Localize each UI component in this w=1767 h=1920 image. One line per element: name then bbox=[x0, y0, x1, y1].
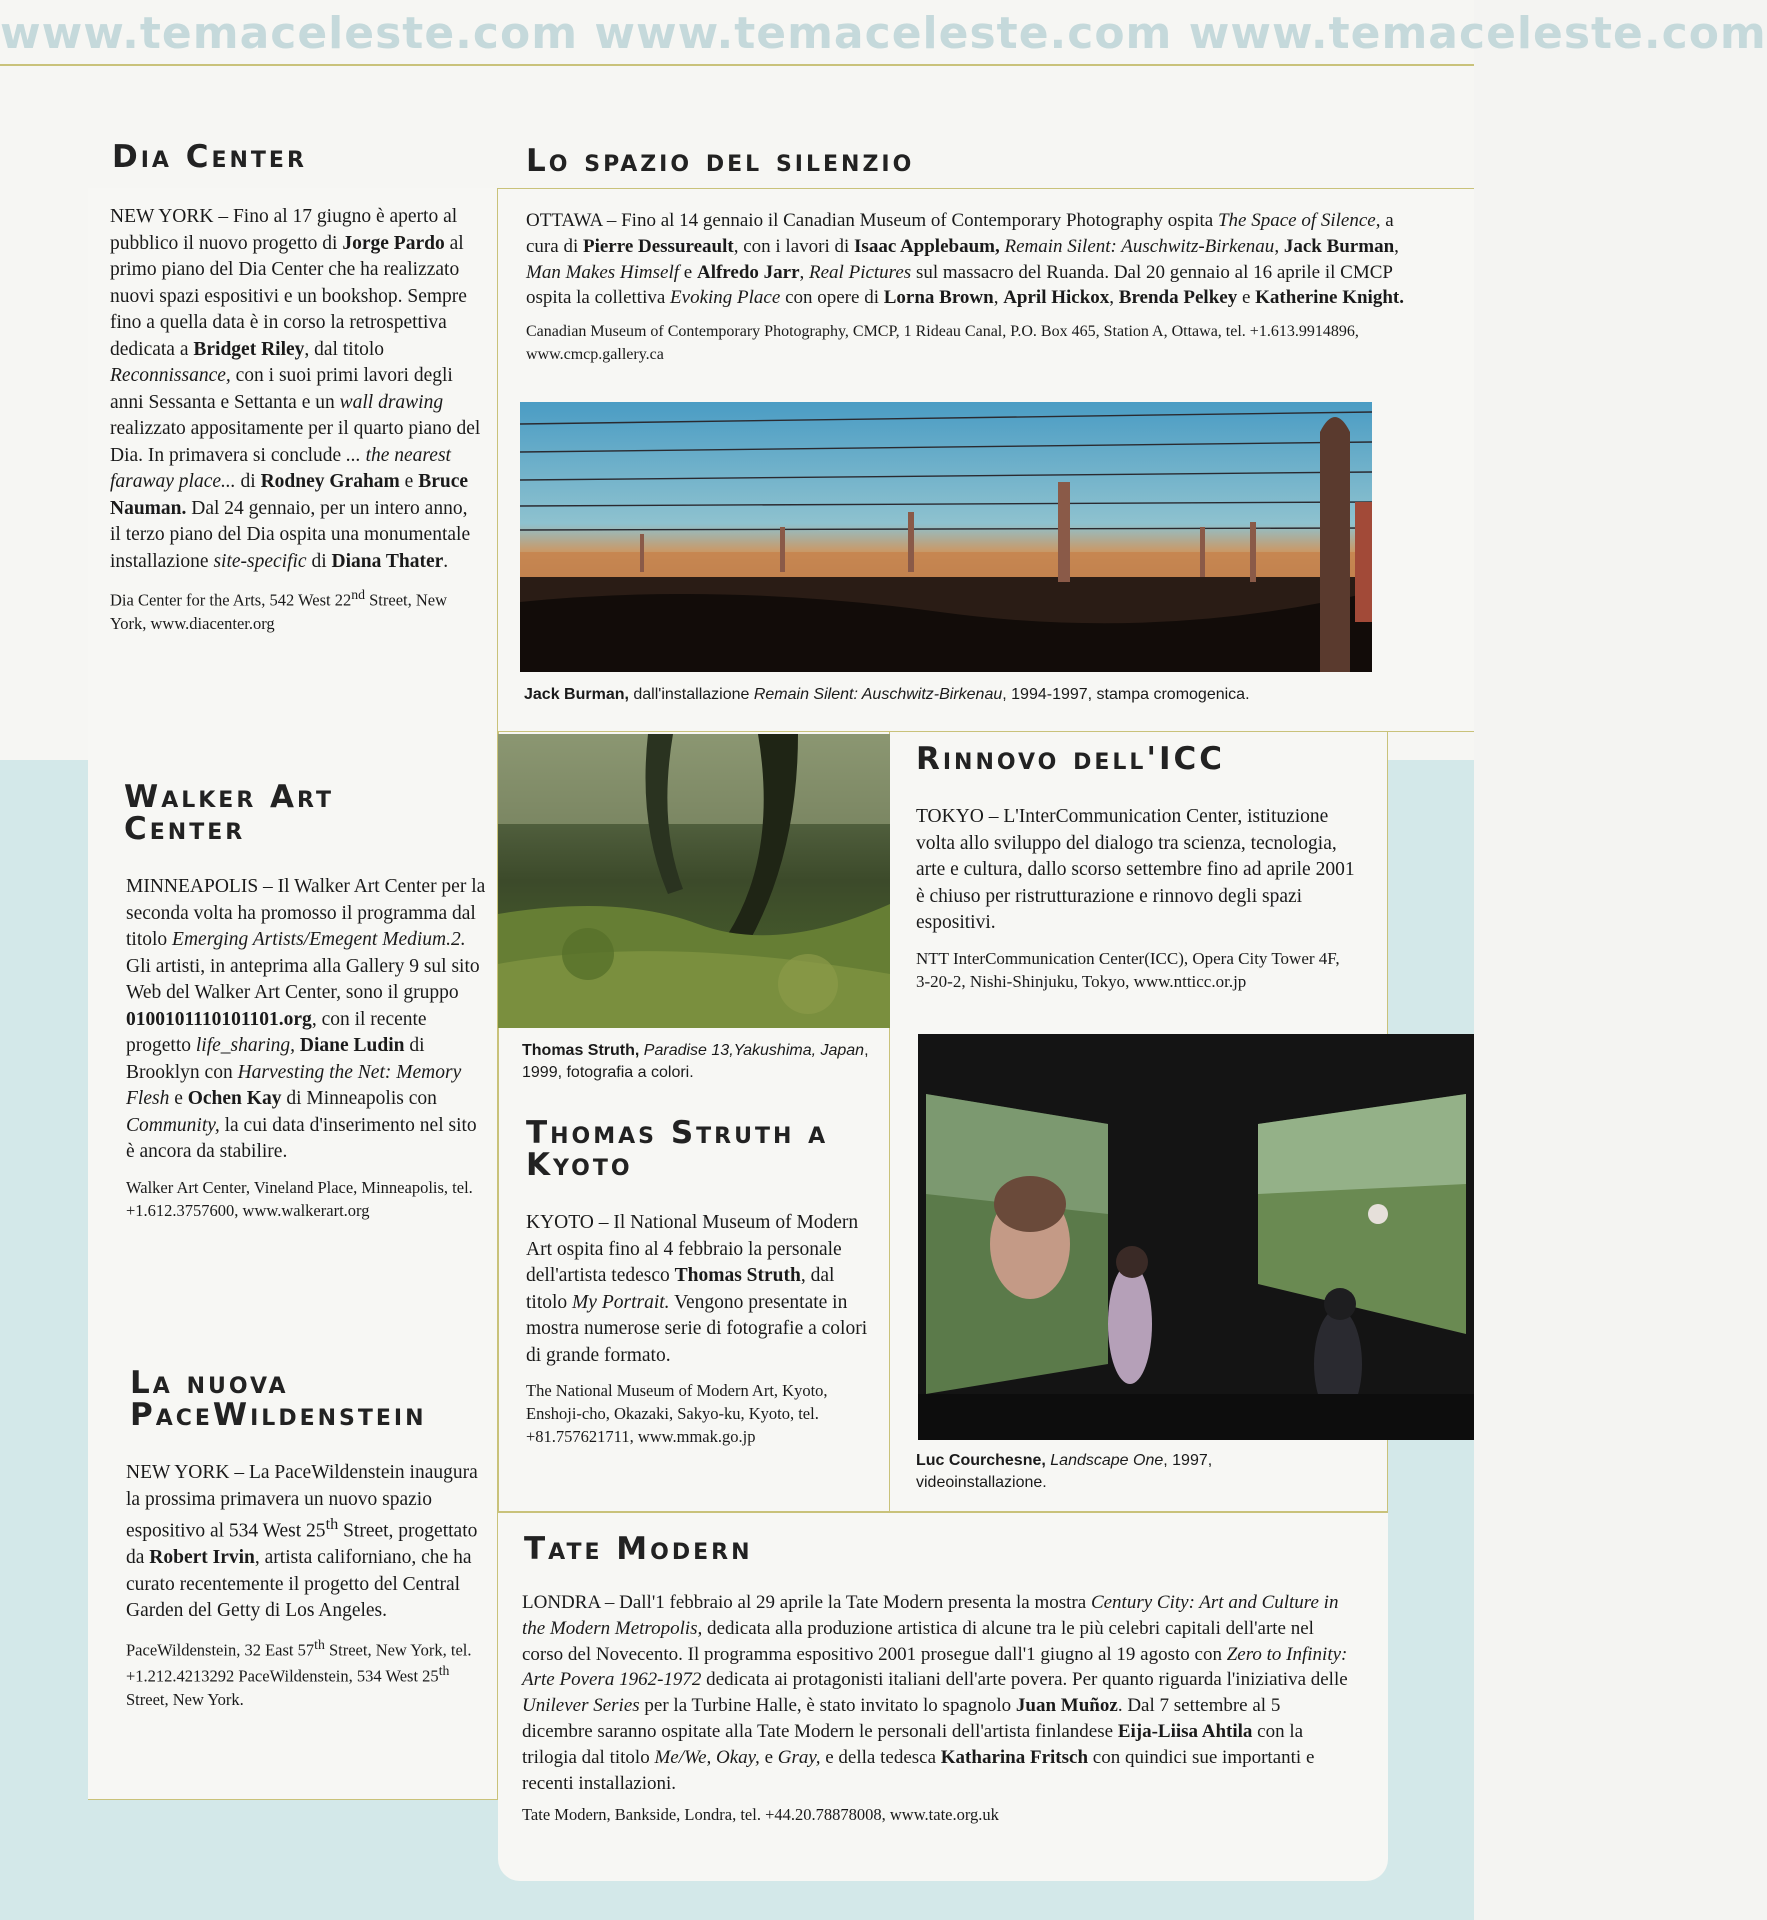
pace-wildenstein-title: La nuova PaceWildenstein bbox=[130, 1365, 427, 1433]
watermark: www.temaceleste.com www.temaceleste.com www.temaceleste.com bbox=[0, 8, 1767, 59]
dia-center-body: NEW YORK – Fino al 17 giugno è aperto al pubblico il nuovo progetto di Jorge Pardo al primo piano del Dia Center che ha realizzato nuovi spazi espositivi e un bookshop. Sempre fino a quella data è in corso la retrospettiva dedicata a Bridget Riley, dal titolo Reconnissance, con i suoi primi lavori degli anni Sessanta e Settanta e un wall drawing realizzato appositamente per il quarto piano del Dia. In primavera si conclude ... the nearest faraway place... di Rodney Graham e Bruce Nauman. Dal 24 gennaio, per un intero anno, il terzo piano del Dia ospita una monumentale installazione site-specific di Diana Thater. bbox=[110, 206, 481, 572]
dia-center-address: Dia Center for the Arts, 542 West 22nd Street, New York, www.diacenter.org bbox=[110, 587, 448, 633]
silenzio-address: Canadian Museum of Contemporary Photography, CMCP, 1 Rideau Canal, P.O. Box 465, Station A, Ottawa, tel. +1.613.9914896, www.cmcp.gallery.ca bbox=[526, 323, 1359, 363]
paradise-photo-image bbox=[498, 734, 890, 1028]
pace-wildenstein-address: PaceWildenstein, 32 East 57th Street, New York, tel. +1.212.4213292 PaceWildenstein, 534 West 25th Street, New York. bbox=[126, 1636, 472, 1709]
pace-wildenstein-article bbox=[126, 1460, 488, 1711]
tate-modern-address: Tate Modern, Bankside, Londra, tel. +44.20.78878008, www.tate.org.uk bbox=[522, 1804, 999, 1824]
silenzio-title: Lo spazio del silenzio bbox=[526, 143, 915, 179]
top-rule bbox=[0, 64, 1474, 66]
tate-modern-article bbox=[522, 1590, 1352, 1826]
kyoto-article bbox=[526, 1210, 876, 1448]
auschwitz-caption: Jack Burman, dall'installazione Remain Silent: Auschwitz-Birkenau, 1994-1997, stampa cromogenica. bbox=[524, 686, 1250, 703]
pace-wildenstein-body: NEW YORK – La PaceWildenstein inaugura la prossima primavera un nuovo spazio espositivo al 534 West 25th Street, progettato da Robert Irvin, artista californiano, che ha curato recentemente il progetto del Central Garden del Getty di Los Angeles. bbox=[126, 1462, 478, 1622]
icc-body: TOKYO – L'InterCommunication Center, istituzione volta allo sviluppo del dialogo tra scienza, tecnologia, arte e cultura, dallo scorso settembre fino ad aprile 2001 è chiuso per ristrutturazione e rinnovo degli spazi espositivi. bbox=[916, 806, 1355, 934]
auschwitz-photo bbox=[520, 402, 1372, 672]
tate-modern-title: Tate Modern bbox=[524, 1531, 753, 1567]
icc-title: Rinnovo dell'ICC bbox=[916, 741, 1225, 777]
landscape-one-photo bbox=[918, 1034, 1474, 1440]
paradise-caption: Thomas Struth, Paradise 13,Yakushima, Japan, 1999, fotografia a colori. bbox=[522, 1042, 869, 1082]
dia-center-article bbox=[110, 204, 482, 635]
paradise-photo bbox=[498, 734, 890, 1028]
kyoto-body: KYOTO – Il National Museum of Modern Art ospita fino al 4 febbraio la personale dell'artista tedesco Thomas Struth, dal titolo My Portrait. Vengono presentate in mostra numerose serie di fotografie a colori di grande formato. bbox=[526, 1212, 868, 1366]
kyoto-address: The National Museum of Modern Art, Kyoto, Enshoji-cho, Okazaki, Sakyo-ku, Kyoto, tel. +81.757621711, www.mmak.go.jp bbox=[526, 1381, 828, 1447]
walker-art-center-address: Walker Art Center, Vineland Place, Minneapolis, tel. +1.612.3757600, www.walkerart.org bbox=[126, 1177, 473, 1220]
tate-modern-body: LONDRA – Dall'1 febbraio al 29 aprile la Tate Modern presenta la mostra Century City: Art and Culture in the Modern Metropolis, dedicata alla produzione artistica di alcune tra le più celebri capitali dell'arte nel corso del Novecento. Il programma espositivo 2001 prosegue dall'1 giugno al 19 agosto con Zero to Infinity: Arte Povera 1962-1972 dedicata ai protagonisti italiani dell'arte povera. Per quanto riguarda l'iniziativa delle Unilever Series per la Turbine Halle, è stato invitato lo spagnolo Juan Muñoz. Dal 7 settembre al 5 dicembre saranno ospitate alla Tate Modern le personali dell'artista finlandese Eija-Liisa Ahtila con la trilogia dal titolo Me/We, Okay, e Gray, e della tedesca Katharina Fritsch con quindici sue importanti e recenti installazioni. bbox=[522, 1592, 1348, 1794]
kyoto-title: Thomas Struth a Kyoto bbox=[526, 1115, 829, 1183]
auschwitz-photo-image bbox=[520, 402, 1372, 672]
icc-article bbox=[916, 804, 1366, 994]
landscape-one-photo-image bbox=[918, 1034, 1474, 1440]
silenzio-article bbox=[526, 208, 1426, 366]
walker-art-center-title: Walker Art Center bbox=[124, 779, 334, 847]
landscape-one-caption: Luc Courchesne, Landscape One, 1997, videoinstallazione. bbox=[916, 1452, 1213, 1492]
icc-address: NTT InterCommunication Center(ICC), Opera City Tower 4F, 3-20-2, Nishi-Shinjuku, Tokyo, www.ntticc.or.jp bbox=[916, 948, 1340, 992]
walker-art-center-body: MINNEAPOLIS – Il Walker Art Center per la seconda volta ha promosso il programma dal titolo Emerging Artists/Emegent Medium.2. Gli artisti, in anteprima alla Gallery 9 sul sito Web del Walker Art Center, sono il gruppo 0100101110101101.org, con il recente progetto life_sharing, Diane Ludin di Brooklyn con Harvesting the Net: Memory Flesh e Ochen Kay di Minneapolis con Community, la cui data d'inserimento nel sito è ancora da stabilire. bbox=[126, 876, 486, 1163]
dia-center-title: Dia Center bbox=[112, 139, 307, 175]
silenzio-body: OTTAWA – Fino al 14 gennaio il Canadian Museum of Contemporary Photography ospita The Space of Silence, a cura di Pierre Dessureault, con i lavori di Isaac Applebaum, Remain Silent: Auschwitz-Birkenau, Jack Burman, Man Makes Himself e Alfredo Jarr, Real Pictures sul massacro del Ruanda. Dal 20 gennaio al 16 aprile il CMCP ospita la collettiva Evoking Place con opere di Lorna Brown, April Hickox, Brenda Pelkey e Katherine Knight. bbox=[526, 210, 1404, 309]
walker-art-center-article bbox=[126, 874, 486, 1222]
